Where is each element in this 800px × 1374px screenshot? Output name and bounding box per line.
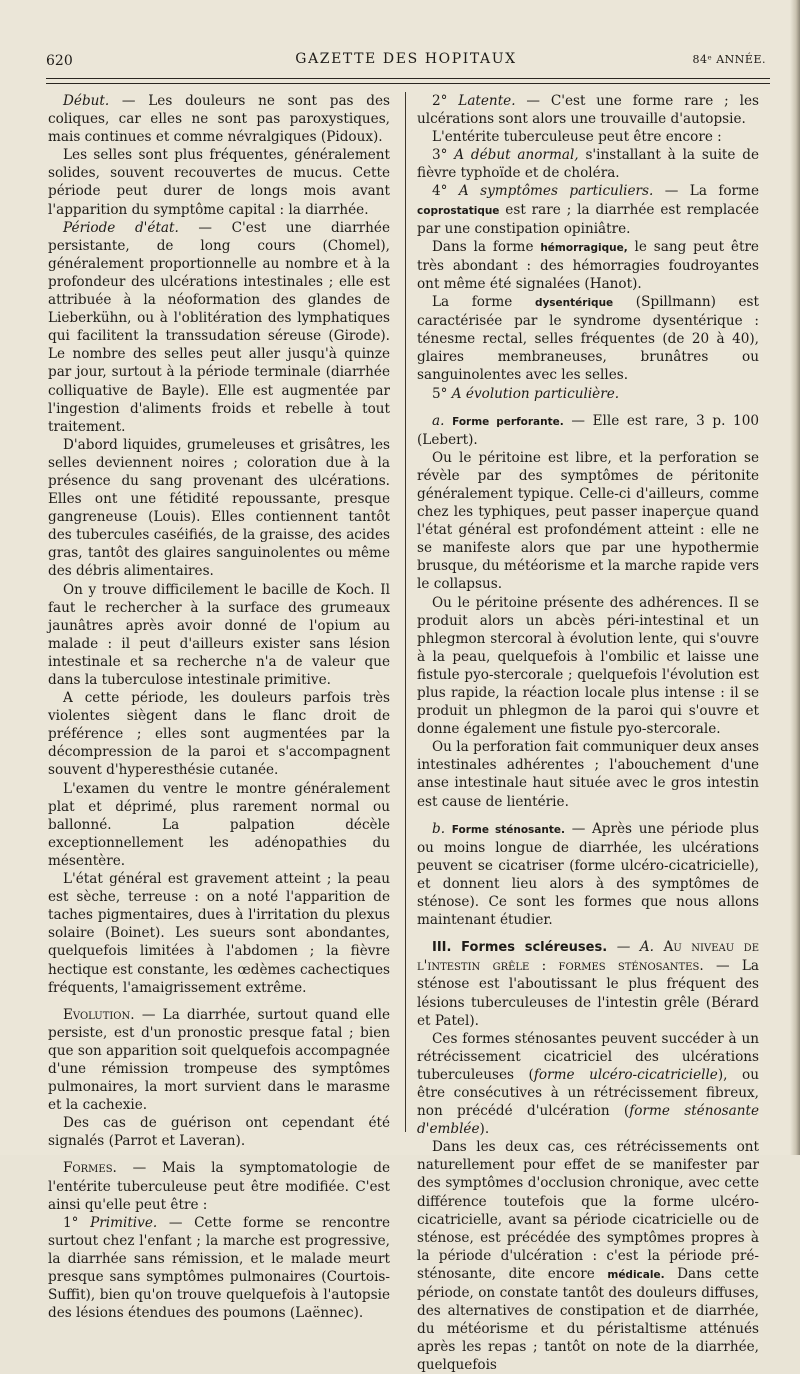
year-label: 84ᵉ ANNÉE. (692, 53, 766, 66)
paragraph: Formes. — Mais la symptomatologie de l'entérite tuberculeuse peut être modifiée. C'est ainsi qu'elle peut être : (48, 1160, 390, 1213)
paragraph: D'abord liquides, grumeleuses et grisâtres, les selles deviennent noires ; coloration due à la présence du sang provenant des ulcérations. Elles ont une fétidité repoussante, presque gangreneuse (Louis). Elles contiennent tantôt des tubercules caséifiés, de la graisse, des acides gras, tantôt des glaires sanguinolentes ou même des débris alimentaires. (48, 436, 390, 580)
paragraph: Dans la forme hémorragique, le sang peut être très abondant : des hémorragies foudroyantes ont même été signalées (Hanot). (417, 238, 759, 292)
column-divider (405, 92, 406, 1132)
running-header (46, 51, 766, 73)
paragraph: III. Formes scléreuses. — A. Au niveau de l'intestin grêle : formes sténosantes. — La sténose est l'aboutissant le plus fréquent des lésions tuberculeuses de l'intestin grêle (Bérard et Patel). (417, 939, 759, 1029)
section-heading: Formes. (63, 1160, 117, 1177)
binding-edge (790, 0, 800, 1155)
paragraph: a. Forme perforante. — Elle est rare, 3 p. 100 (Lebert). (417, 412, 760, 448)
paragraph: 5° A évolution particulière. (432, 385, 620, 402)
right-column (417, 92, 759, 1374)
paragraph: Evolution. — La diarrhée, surtout quand elle persiste, est d'un pronostic presque fatal ; bien que son apparition soit quelquefois accompagnée d'une rémission trompeuse des symptômes pulmonaires, la mort survient dans le marasme et la cachexie. (48, 1006, 390, 1114)
paragraph: L'état général est gravement atteint ; la peau est sèche, terreuse : on a noté l'apparition de taches pigmentaires, dues à l'irritation du plexus solaire (Boinet). Les sueurs sont abondantes, quelquefois limitées à l'abdomen ; la fièvre hectique est constante, les œdèmes cachectiques fréquents, l'amaigrissement extrême. (48, 871, 390, 996)
paragraph: Ces formes sténosantes peuvent succéder à un rétrécissement cicatriciel des ulcérations tuberculeuses (forme ulcéro-cicatricielle), ou être consécutives à un rétrécissement fibreux, non précédé d'ulcération (forme sténosante d'emblée). (417, 1030, 759, 1138)
header-rule-bottom (46, 83, 770, 84)
paragraph: L'examen du ventre le montre généralement plat et déprimé, plus rarement normal ou ballonné. La palpation décèle exceptionnellement les adénopathies du mésentère. (48, 780, 390, 869)
paragraph: b. Forme sténosante. — Après une période plus ou moins longue de diarrhée, les ulcérations peuvent se cicatriser (forme ulcéro-cicatricielle), et donnent lieu alors à des symptômes de sténose). Ce sont les formes que nous allons maintenant étudier. (417, 820, 759, 929)
journal-title: GAZETTE DES HOPITAUX (295, 51, 517, 67)
paragraph: Dans les deux cas, ces rétrécissements ont naturellement pour effet de se manifester par des symptômes d'occlusion chronique, avec cette différence toutefois que la forme ulcéro-cicatricielle, avant sa période cicatricielle ou de sténose, est précédée des symptômes propres à la période d'ulcération : c'est la période pré-sténosante, dite encore médicale. Dans cette période, on constate tantôt des douleurs diffuses, des alternatives de constipation et de diarrhée, du météorisme et du péristaltisme atténués après les repas ; tantôt on note de la diarrhée, quelquefois (417, 1139, 759, 1374)
paragraph: Période d'état. — C'est une diarrhée persistante, de long cours (Chomel), généralement proportionnelle au nombre et à la profondeur des ulcérations intestinales ; elle est attribuée à la néoformation des glandes de Lieberkühn, ou à l'oblitération des lymphatiques qui facilitent la transsudation séreuse (Girode). Le nombre des selles peut aller jusqu'à quinze par jour, surtout à la période terminale (diarrhée colliquative de Bayle). Elle est augmentée par l'ingestion d'aliments froids et rebelle à tout traitement. (48, 219, 390, 435)
paragraph: A cette période, les douleurs parfois très violentes siègent dans le flanc droit de préférence ; elles sont augmentées par la décompression de la paroi et s'accompagnent souvent d'hyperesthésie cutanée. (48, 690, 390, 779)
paragraph: La forme dysentérique (Spillmann) est caractérisée par le syndrome dysentérique : ténesme rectal, selles fréquentes (de 20 à 40), glaires membraneuses, brunâtres ou sanguinolentes avec les selles. (417, 294, 759, 384)
paragraph: Ou la perforation fait communiquer deux anses intestinales adhérentes ; l'abouchement d'une anse intestinale haut située avec le gros intestin est cause de lientérie. (417, 739, 759, 810)
paragraph: Les selles sont plus fréquentes, généralement solides, souvent recouvertes de mucus. Cette période peut durer de longs mois avant l'apparition du symptôme capital : la diarrhée. (48, 147, 390, 218)
paragraph: Des cas de guérison ont cependant été signalés (Parrot et Laveran). (48, 1115, 390, 1150)
page-number: 620 (46, 53, 73, 69)
paragraph: 3° A début anormal, s'installant à la suite de fièvre typhoïde et de choléra. (417, 147, 759, 182)
paragraph: 4° A symptômes particuliers. — La forme coprostatique est rare ; la diarrhée est remplacée par une constipation opiniâtre. (417, 183, 759, 237)
left-column (48, 92, 390, 1322)
section-heading: Evolution. (63, 1006, 135, 1023)
paragraph: 1° Primitive. — Cette forme se rencontre surtout chez l'enfant ; la marche est progressive, la diarrhée sans rémission, et le malade meurt presque sans symptômes pulmonaires (Courtois-Suffit), bien qu'on trouve quelquefois à l'autopsie des lésions étendues des poumons (Laënnec). (48, 1214, 390, 1322)
header-rule-top (46, 78, 770, 79)
paragraph: 2° Latente. — C'est une forme rare ; les ulcérations sont alors une trouvaille d'autopsie. (417, 93, 759, 128)
section-heading: III. Formes scléreuses. (432, 940, 608, 956)
paragraph: L'entérite tuberculeuse peut être encore : (432, 129, 722, 146)
paragraph: On y trouve difficilement le bacille de Koch. Il faut le rechercher à la surface des grumeaux jaunâtres après avoir donné de l'opium au malade : il peut d'ailleurs exister sans lésion intestinale et sa recherche n'a de valeur que dans la tuberculose intestinale primitive. (48, 581, 390, 688)
paragraph: Début. — Les douleurs ne sont pas des coliques, car elles ne sont pas paroxystiques, mais continues et comme névralgiques (Pidoux). (48, 93, 390, 146)
paragraph: Ou le péritoine est libre, et la perforation se révèle par des symptômes de péritonite généralement typique. Celle-ci d'ailleurs, comme chez les typhiques, peut passer inaperçue quand l'état général est profondément atteint : elle ne se manifeste alors que par une hypothermie brusque, du météorisme et la marche rapide vers le collapsus. (417, 449, 759, 593)
paragraph: Ou le péritoine présente des adhérences. Il se produit alors un abcès péri-intestinal et un phlegmon stercoral à évolution lente, qui s'ouvre à la peau, quelquefois à l'ombilic et laisse une fistule pyo-stercorale ; quelquefois l'évolution est plus rapide, la réaction locale plus intense : il se produit un phlegmon de la paroi qui s'ouvre et donne également une fistule pyo-stercorale. (417, 594, 759, 738)
